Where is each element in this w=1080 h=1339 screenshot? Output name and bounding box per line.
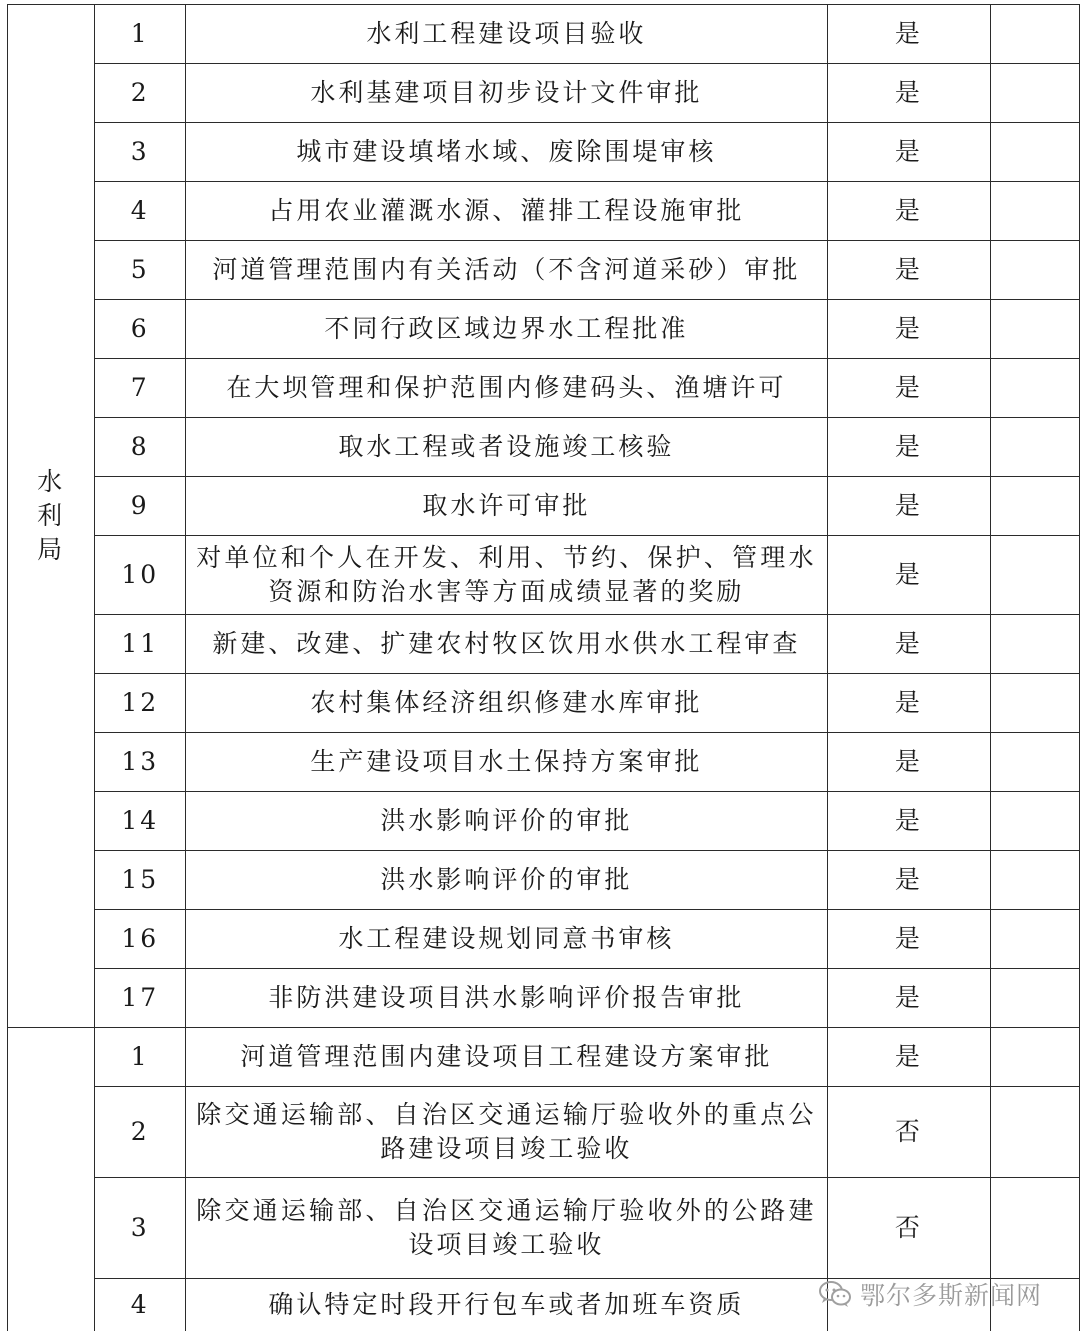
empty-cell [991, 300, 1080, 359]
row-number: 3 [95, 1178, 186, 1279]
empty-cell [991, 5, 1080, 64]
empty-cell [991, 64, 1080, 123]
item-flag: 是 [827, 477, 991, 536]
row-number: 11 [95, 615, 186, 674]
item-flag: 是 [827, 182, 991, 241]
table-row [8, 477, 1080, 536]
item-name: 水利工程建设项目验收 [186, 5, 827, 64]
item-name: 在大坝管理和保护范围内修建码头、渔塘许可 [186, 359, 827, 418]
empty-cell [991, 1279, 1080, 1331]
item-name: 非防洪建设项目洪水影响评价报告审批 [186, 969, 827, 1028]
empty-cell [991, 477, 1080, 536]
item-flag: 是 [827, 851, 991, 910]
row-number: 5 [95, 241, 186, 300]
item-flag [827, 1279, 991, 1331]
item-name: 占用农业灌溉水源、灌排工程设施审批 [186, 182, 827, 241]
row-number: 9 [95, 477, 186, 536]
empty-cell [991, 1178, 1080, 1279]
empty-cell [991, 615, 1080, 674]
empty-cell [991, 536, 1080, 615]
table-row [8, 733, 1080, 792]
row-number: 4 [95, 182, 186, 241]
department-name: 水利局 [37, 467, 66, 564]
empty-cell [991, 910, 1080, 969]
table-row [8, 182, 1080, 241]
row-number: 7 [95, 359, 186, 418]
department-cell [8, 5, 95, 1028]
table-row [8, 1178, 1080, 1279]
row-number: 12 [95, 674, 186, 733]
row-number: 1 [95, 1028, 186, 1087]
department-cell [8, 1028, 95, 1331]
empty-cell [991, 1028, 1080, 1087]
item-name: 取水工程或者设施竣工核验 [186, 418, 827, 477]
item-name: 取水许可审批 [186, 477, 827, 536]
item-name: 不同行政区域边界水工程批准 [186, 300, 827, 359]
empty-cell [991, 1087, 1080, 1178]
item-flag: 否 [827, 1087, 991, 1178]
item-flag: 是 [827, 300, 991, 359]
item-name: 洪水影响评价的审批 [186, 851, 827, 910]
table-row [8, 300, 1080, 359]
empty-cell [991, 969, 1080, 1028]
item-flag: 是 [827, 792, 991, 851]
item-flag: 是 [827, 64, 991, 123]
row-number: 3 [95, 123, 186, 182]
empty-cell [991, 359, 1080, 418]
item-flag: 是 [827, 536, 991, 615]
item-flag: 是 [827, 123, 991, 182]
item-name: 新建、改建、扩建农村牧区饮用水供水工程审查 [186, 615, 827, 674]
item-flag: 是 [827, 615, 991, 674]
item-flag: 是 [827, 418, 991, 477]
item-name: 洪水影响评价的审批 [186, 792, 827, 851]
row-number: 17 [95, 969, 186, 1028]
table-row [8, 536, 1080, 615]
item-name: 水工程建设规划同意书审核 [186, 910, 827, 969]
item-flag: 是 [827, 733, 991, 792]
row-number: 13 [95, 733, 186, 792]
item-name: 确认特定时段开行包车或者加班车资质 [186, 1279, 827, 1331]
item-name: 生产建设项目水土保持方案审批 [186, 733, 827, 792]
empty-cell [991, 123, 1080, 182]
watermark-text: 鄂尔多斯新闻网 [860, 1281, 1043, 1310]
row-number: 15 [95, 851, 186, 910]
item-name: 农村集体经济组织修建水库审批 [186, 674, 827, 733]
row-number: 2 [95, 64, 186, 123]
empty-cell [991, 182, 1080, 241]
item-name: 城市建设填堵水域、废除围堤审核 [186, 123, 827, 182]
item-flag: 是 [827, 910, 991, 969]
approval-items-table [7, 4, 1080, 1331]
item-name: 水利基建项目初步设计文件审批 [186, 64, 827, 123]
item-flag: 是 [827, 969, 991, 1028]
table-row [8, 359, 1080, 418]
row-number: 16 [95, 910, 186, 969]
table-row [8, 1087, 1080, 1178]
table-row [8, 241, 1080, 300]
row-number: 14 [95, 792, 186, 851]
empty-cell [991, 733, 1080, 792]
item-flag: 是 [827, 241, 991, 300]
table-row [8, 123, 1080, 182]
table-row [8, 615, 1080, 674]
row-number: 8 [95, 418, 186, 477]
table-row [8, 418, 1080, 477]
table-row [8, 1279, 1080, 1331]
row-number: 10 [95, 536, 186, 615]
table-row [8, 5, 1080, 64]
item-flag: 是 [827, 1028, 991, 1087]
table-body [8, 5, 1080, 1331]
table-row [8, 1028, 1080, 1087]
empty-cell [991, 792, 1080, 851]
item-name: 河道管理范围内建设项目工程建设方案审批 [186, 1028, 827, 1087]
table-row [8, 792, 1080, 851]
table-row [8, 851, 1080, 910]
row-number: 4 [95, 1279, 186, 1331]
item-name: 对单位和个人在开发、利用、节约、保护、管理水资源和防治水害等方面成绩显著的奖励 [186, 536, 827, 615]
empty-cell [991, 418, 1080, 477]
row-number: 2 [95, 1087, 186, 1178]
item-name: 除交通运输部、自治区交通运输厅验收外的公路建设项目竣工验收 [186, 1178, 827, 1279]
table-row [8, 64, 1080, 123]
empty-cell [991, 851, 1080, 910]
item-name: 河道管理范围内有关活动（不含河道采砂）审批 [186, 241, 827, 300]
row-number: 1 [95, 5, 186, 64]
item-flag: 是 [827, 5, 991, 64]
empty-cell [991, 241, 1080, 300]
item-flag: 是 [827, 359, 991, 418]
table-row [8, 969, 1080, 1028]
item-flag: 是 [827, 674, 991, 733]
row-number: 6 [95, 300, 186, 359]
table-row [8, 674, 1080, 733]
table-row [8, 910, 1080, 969]
item-name: 除交通运输部、自治区交通运输厅验收外的重点公路建设项目竣工验收 [186, 1087, 827, 1178]
item-flag: 否 [827, 1178, 991, 1279]
empty-cell [991, 674, 1080, 733]
